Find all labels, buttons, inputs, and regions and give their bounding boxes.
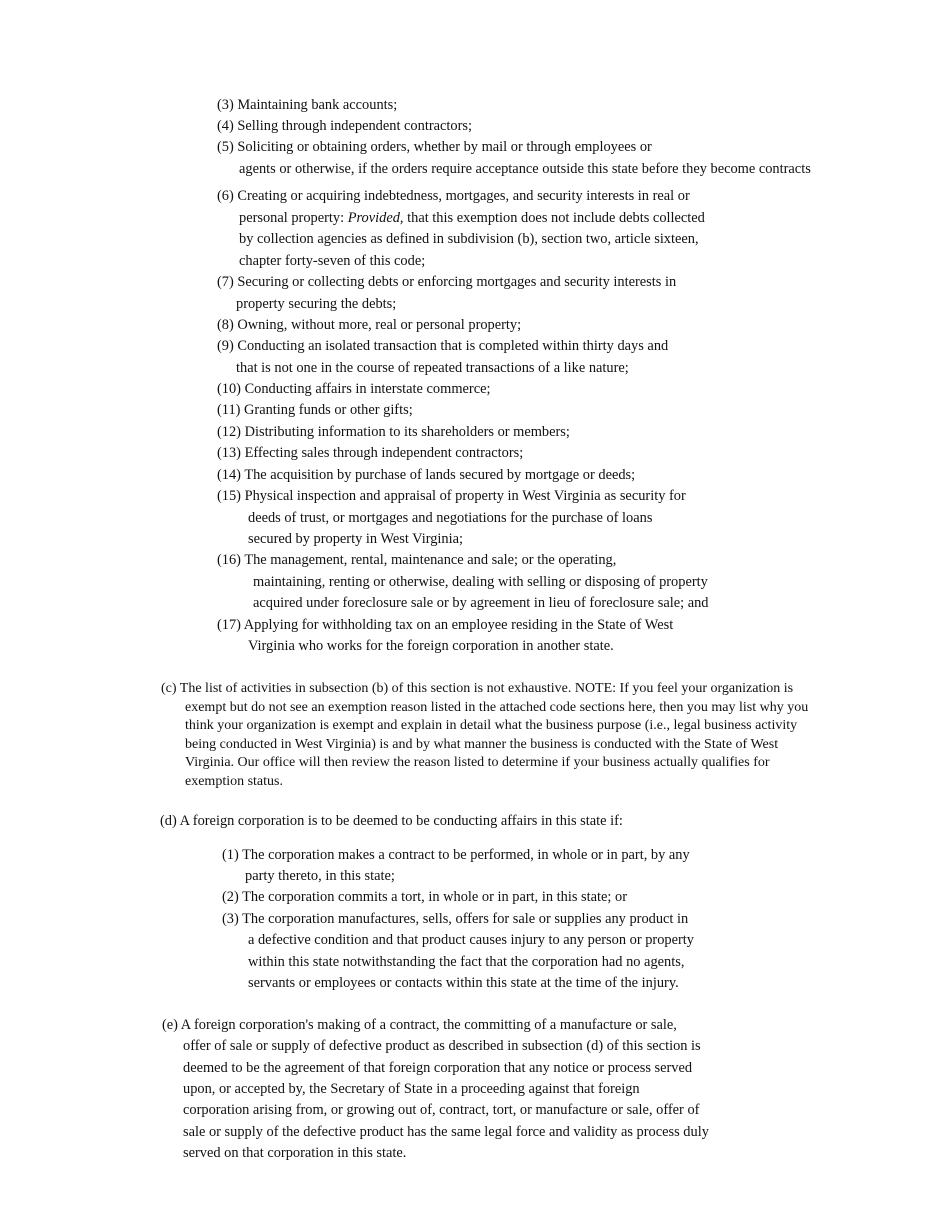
list-item-10: (10) Conducting affairs in interstate commerce; <box>217 381 491 397</box>
subsection-e-line-1: (e) A foreign corporation's making of a contract, the committing of a manufacture or sale, <box>162 1017 677 1033</box>
list-item-6-line-4: chapter forty-seven of this code; <box>239 253 426 269</box>
list-item-16-line-3: acquired under foreclosure sale or by agreement in lieu of foreclosure sale; and <box>253 595 709 611</box>
list-item-15-line-1: (15) Physical inspection and appraisal of property in West Virginia as security for <box>217 488 686 504</box>
subsection-e-line-6: sale or supply of the defective product has the same legal force and validity as process duly <box>183 1124 709 1140</box>
subsection-d-item-1-line-1: (1) The corporation makes a contract to be performed, in whole or in part, by any <box>222 847 690 863</box>
item-6-text-before: personal property: <box>239 210 348 226</box>
list-item-4: (4) Selling through independent contractors; <box>217 118 472 134</box>
subsection-c-line-3: think your organization is exempt and explain in detail what the business purpose (i.e., legal business activity <box>185 718 798 733</box>
list-item-13: (13) Effecting sales through independent contractors; <box>217 445 524 461</box>
subsection-c-line-5: Virginia. Our office will then review the reason listed to determine if your business actually qualifies for <box>185 755 770 770</box>
list-item-3: (3) Maintaining bank accounts; <box>217 97 398 113</box>
list-item-16-line-1: (16) The management, rental, maintenance and sale; or the operating, <box>217 552 617 568</box>
subsection-c-line-6: exemption status. <box>185 774 283 789</box>
subsection-e-line-3: deemed to be the agreement of that foreign corporation that any notice or process served <box>183 1060 693 1076</box>
subsection-d-item-3-line-4: servants or employees or contacts within this state at the time of the injury. <box>248 975 679 991</box>
list-item-11: (11) Granting funds or other gifts; <box>217 402 413 418</box>
list-item-14: (14) The acquisition by purchase of lands secured by mortgage or deeds; <box>217 467 636 483</box>
list-item-6-line-3: by collection agencies as defined in subdivision (b), section two, article sixteen, <box>239 231 699 247</box>
list-item-8: (8) Owning, without more, real or personal property; <box>217 317 522 333</box>
list-item-7-line-2: property securing the debts; <box>236 296 397 312</box>
list-item-9-line-2: that is not one in the course of repeated transactions of a like nature; <box>236 360 629 376</box>
list-item-17-line-1: (17) Applying for withholding tax on an employee residing in the State of West <box>217 617 674 633</box>
subsection-d-item-2: (2) The corporation commits a tort, in whole or in part, in this state; or <box>222 889 627 905</box>
list-item-15-line-3: secured by property in West Virginia; <box>248 531 463 547</box>
list-item-6-line-1: (6) Creating or acquiring indebtedness, mortgages, and security interests in real or <box>217 188 690 204</box>
list-item-7-line-1: (7) Securing or collecting debts or enforcing mortgages and security interests in <box>217 274 677 290</box>
subsection-e-line-2: offer of sale or supply of defective product as described in subsection (d) of this section is <box>183 1038 701 1054</box>
provided-emphasis: Provided, <box>347 210 404 226</box>
list-item-9-line-1: (9) Conducting an isolated transaction that is completed within thirty days and <box>217 338 669 354</box>
subsection-c-line-4: being conducted in West Virginia) is and by what manner the business is conducted with the State of West <box>185 737 779 752</box>
list-item-12: (12) Distributing information to its shareholders or members; <box>217 424 570 440</box>
subsection-d-item-3-line-1: (3) The corporation manufactures, sells, offers for sale or supplies any product in <box>222 911 689 927</box>
subsection-c-line-2: exempt but do not see an exemption reason listed in the attached code sections here, then you may list why you <box>185 700 809 715</box>
subsection-d-item-3-line-2: a defective condition and that product causes injury to any person or property <box>248 932 694 948</box>
list-item-17-line-2: Virginia who works for the foreign corporation in another state. <box>248 638 614 654</box>
subsection-d-intro: (d) A foreign corporation is to be deemed to be conducting affairs in this state if: <box>160 813 623 829</box>
list-item-6-line-2 <box>239 209 705 227</box>
list-item-15-line-2: deeds of trust, or mortgages and negotiations for the purchase of loans <box>248 510 653 526</box>
subsection-c-line-1: (c) The list of activities in subsection (b) of this section is not exhaustive. NOTE: If you feel your organization is <box>161 681 794 696</box>
list-item-16-line-2: maintaining, renting or otherwise, dealing with selling or disposing of property <box>253 574 708 590</box>
subsection-d-item-3-line-3: within this state notwithstanding the fact that the corporation had no agents, <box>248 954 685 970</box>
list-item-5-line-1: (5) Soliciting or obtaining orders, whether by mail or through employees or <box>217 139 652 155</box>
subsection-e-line-4: upon, or accepted by, the Secretary of State in a proceeding against that foreign <box>183 1081 640 1097</box>
list-item-5-line-2: agents or otherwise, if the orders require acceptance outside this state before they become contracts <box>239 161 811 177</box>
subsection-e-line-7: served on that corporation in this state. <box>183 1145 407 1161</box>
item-6-text-after: that this exemption does not include debts collected <box>403 210 705 226</box>
subsection-e-line-5: corporation arising from, or growing out of, contract, tort, or manufacture or sale, offer of <box>183 1102 700 1118</box>
subsection-d-item-1-line-2: party thereto, in this state; <box>245 868 395 884</box>
